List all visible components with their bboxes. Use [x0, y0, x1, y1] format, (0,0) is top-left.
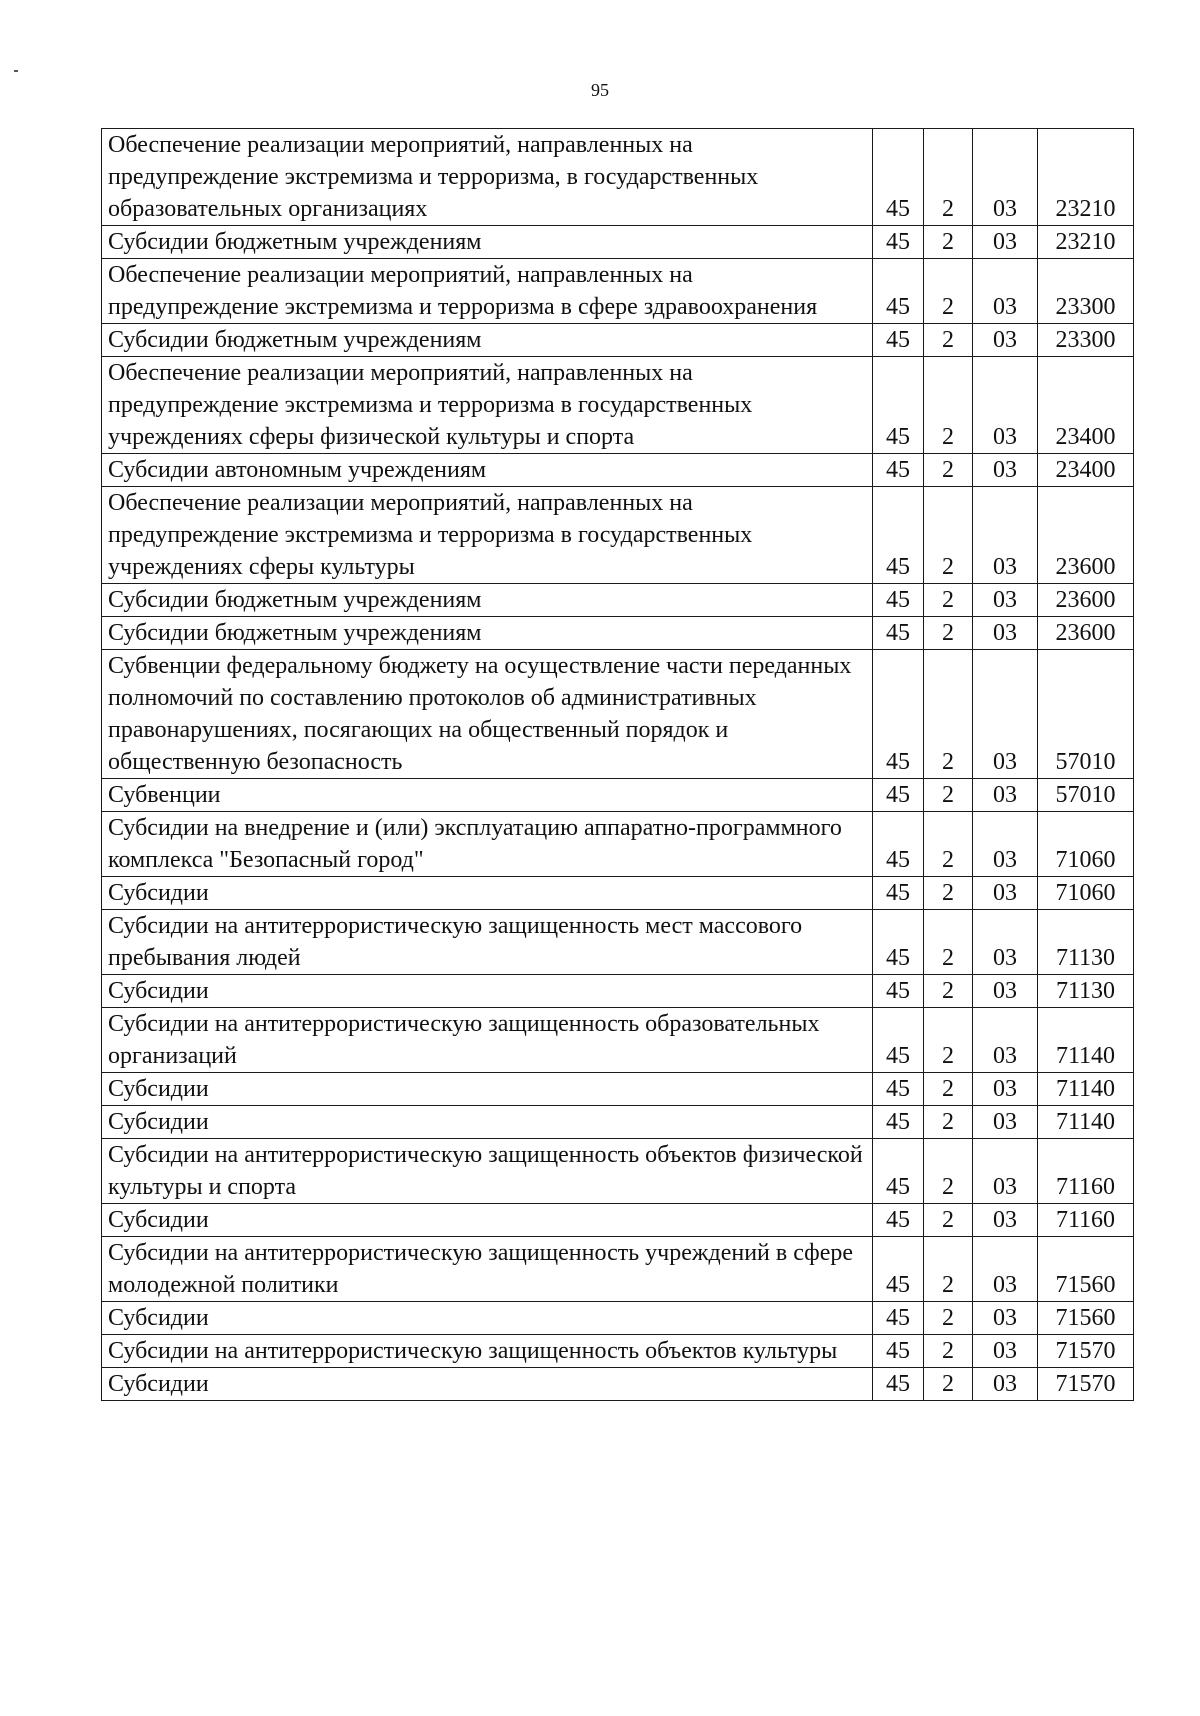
row-description: Субсидии на антитеррористическую защищенность объектов культуры — [102, 1335, 873, 1368]
code-subprogram: 03 — [973, 1073, 1038, 1106]
table-row — [102, 877, 1134, 910]
code-subprogram: 03 — [973, 1335, 1038, 1368]
table-row — [102, 1008, 1134, 1073]
code-program-type: 2 — [924, 1204, 973, 1237]
table-body — [102, 129, 1134, 1401]
code-subprogram: 03 — [973, 129, 1038, 226]
code-ministry: 45 — [873, 877, 924, 910]
code-program-type: 2 — [924, 324, 973, 357]
row-description: Субсидии на антитеррористическую защищенность учреждений в сфере молодежной политики — [102, 1237, 873, 1302]
code-ministry: 45 — [873, 1139, 924, 1204]
code-direction: 23600 — [1038, 487, 1134, 584]
code-direction: 71140 — [1038, 1073, 1134, 1106]
row-description: Субвенции федеральному бюджету на осуществление части переданных полномочий по составлению протоколов об административных правонарушениях, посягающих на общественный порядок и общественную безопасность — [102, 650, 873, 779]
code-ministry: 45 — [873, 910, 924, 975]
row-description: Субсидии — [102, 1368, 873, 1401]
code-ministry: 45 — [873, 324, 924, 357]
code-direction: 71560 — [1038, 1237, 1134, 1302]
budget-classification-table — [101, 128, 1134, 1401]
code-direction: 23210 — [1038, 226, 1134, 259]
code-direction: 71140 — [1038, 1008, 1134, 1073]
code-direction: 57010 — [1038, 779, 1134, 812]
code-subprogram: 03 — [973, 650, 1038, 779]
table-row — [102, 1237, 1134, 1302]
code-program-type: 2 — [924, 650, 973, 779]
code-direction: 23600 — [1038, 584, 1134, 617]
table-row — [102, 617, 1134, 650]
code-ministry: 45 — [873, 1106, 924, 1139]
code-direction: 23400 — [1038, 454, 1134, 487]
code-program-type: 2 — [924, 910, 973, 975]
code-subprogram: 03 — [973, 779, 1038, 812]
table-row — [102, 129, 1134, 226]
code-program-type: 2 — [924, 1368, 973, 1401]
row-description: Субсидии автономным учреждениям — [102, 454, 873, 487]
code-ministry: 45 — [873, 1008, 924, 1073]
table-row — [102, 226, 1134, 259]
table-row — [102, 812, 1134, 877]
code-ministry: 45 — [873, 617, 924, 650]
code-ministry: 45 — [873, 259, 924, 324]
code-subprogram: 03 — [973, 454, 1038, 487]
table-row — [102, 1204, 1134, 1237]
code-direction: 71130 — [1038, 975, 1134, 1008]
code-ministry: 45 — [873, 1302, 924, 1335]
code-ministry: 45 — [873, 975, 924, 1008]
scan-speck — [14, 70, 18, 72]
code-subprogram: 03 — [973, 877, 1038, 910]
table-row — [102, 975, 1134, 1008]
code-program-type: 2 — [924, 1302, 973, 1335]
code-direction: 71560 — [1038, 1302, 1134, 1335]
code-program-type: 2 — [924, 877, 973, 910]
code-program-type: 2 — [924, 1008, 973, 1073]
code-direction: 23300 — [1038, 324, 1134, 357]
code-program-type: 2 — [924, 1139, 973, 1204]
code-subprogram: 03 — [973, 226, 1038, 259]
code-subprogram: 03 — [973, 1139, 1038, 1204]
code-program-type: 2 — [924, 1237, 973, 1302]
code-subprogram: 03 — [973, 1204, 1038, 1237]
code-ministry: 45 — [873, 1204, 924, 1237]
table-row — [102, 454, 1134, 487]
code-subprogram: 03 — [973, 584, 1038, 617]
row-description: Субсидии — [102, 975, 873, 1008]
code-ministry: 45 — [873, 1368, 924, 1401]
code-subprogram: 03 — [973, 357, 1038, 454]
code-program-type: 2 — [924, 812, 973, 877]
table-row — [102, 1302, 1134, 1335]
code-ministry: 45 — [873, 650, 924, 779]
code-subprogram: 03 — [973, 1008, 1038, 1073]
code-program-type: 2 — [924, 357, 973, 454]
row-description: Субсидии на антитеррористическую защищенность мест массового пребывания людей — [102, 910, 873, 975]
code-subprogram: 03 — [973, 812, 1038, 877]
code-subprogram: 03 — [973, 1302, 1038, 1335]
code-subprogram: 03 — [973, 1106, 1038, 1139]
code-ministry: 45 — [873, 487, 924, 584]
row-description: Субвенции — [102, 779, 873, 812]
code-direction: 23210 — [1038, 129, 1134, 226]
code-program-type: 2 — [924, 975, 973, 1008]
code-program-type: 2 — [924, 584, 973, 617]
code-subprogram: 03 — [973, 975, 1038, 1008]
code-program-type: 2 — [924, 259, 973, 324]
code-subprogram: 03 — [973, 259, 1038, 324]
code-ministry: 45 — [873, 129, 924, 226]
code-direction: 71570 — [1038, 1368, 1134, 1401]
code-direction: 71570 — [1038, 1335, 1134, 1368]
row-description: Субсидии на антитеррористическую защищенность образовательных организаций — [102, 1008, 873, 1073]
row-description: Субсидии на внедрение и (или) эксплуатацию аппаратно-программного комплекса "Безопасный город" — [102, 812, 873, 877]
code-direction: 71060 — [1038, 877, 1134, 910]
code-ministry: 45 — [873, 1237, 924, 1302]
code-ministry: 45 — [873, 584, 924, 617]
table-row — [102, 487, 1134, 584]
code-ministry: 45 — [873, 454, 924, 487]
code-program-type: 2 — [924, 226, 973, 259]
table-row — [102, 779, 1134, 812]
table-row — [102, 1073, 1134, 1106]
code-subprogram: 03 — [973, 910, 1038, 975]
code-direction: 57010 — [1038, 650, 1134, 779]
row-description: Субсидии на антитеррористическую защищенность объектов физической культуры и спорта — [102, 1139, 873, 1204]
row-description: Субсидии — [102, 1204, 873, 1237]
row-description: Субсидии — [102, 1073, 873, 1106]
table-row — [102, 910, 1134, 975]
table-row — [102, 584, 1134, 617]
code-ministry: 45 — [873, 357, 924, 454]
code-direction: 71160 — [1038, 1139, 1134, 1204]
code-direction: 71160 — [1038, 1204, 1134, 1237]
code-program-type: 2 — [924, 454, 973, 487]
row-description: Обеспечение реализации мероприятий, направленных на предупреждение экстремизма и терроризма в государственных учреждениях сферы физической культуры и спорта — [102, 357, 873, 454]
table-row — [102, 1106, 1134, 1139]
table-row — [102, 1335, 1134, 1368]
table-row — [102, 324, 1134, 357]
code-ministry: 45 — [873, 779, 924, 812]
code-subprogram: 03 — [973, 324, 1038, 357]
code-subprogram: 03 — [973, 487, 1038, 584]
row-description: Субсидии бюджетным учреждениям — [102, 324, 873, 357]
row-description: Обеспечение реализации мероприятий, направленных на предупреждение экстремизма и терроризма в государственных учреждениях сферы культуры — [102, 487, 873, 584]
code-direction: 71130 — [1038, 910, 1134, 975]
table-row — [102, 1139, 1134, 1204]
code-program-type: 2 — [924, 1106, 973, 1139]
code-direction: 23400 — [1038, 357, 1134, 454]
code-program-type: 2 — [924, 1073, 973, 1106]
row-description: Субсидии бюджетным учреждениям — [102, 617, 873, 650]
code-ministry: 45 — [873, 1073, 924, 1106]
row-description: Субсидии бюджетным учреждениям — [102, 584, 873, 617]
row-description: Субсидии — [102, 1302, 873, 1335]
page-number: 95 — [591, 80, 609, 100]
table-row — [102, 357, 1134, 454]
code-ministry: 45 — [873, 1335, 924, 1368]
row-description: Субсидии — [102, 877, 873, 910]
table-row — [102, 650, 1134, 779]
row-description: Обеспечение реализации мероприятий, направленных на предупреждение экстремизма и терроризма, в государственных образовательных организациях — [102, 129, 873, 226]
code-program-type: 2 — [924, 779, 973, 812]
code-ministry: 45 — [873, 812, 924, 877]
code-direction: 71140 — [1038, 1106, 1134, 1139]
code-program-type: 2 — [924, 487, 973, 584]
code-subprogram: 03 — [973, 1237, 1038, 1302]
row-description: Субсидии — [102, 1106, 873, 1139]
code-subprogram: 03 — [973, 617, 1038, 650]
code-ministry: 45 — [873, 226, 924, 259]
code-direction: 23600 — [1038, 617, 1134, 650]
code-program-type: 2 — [924, 129, 973, 226]
code-direction: 23300 — [1038, 259, 1134, 324]
code-program-type: 2 — [924, 1335, 973, 1368]
code-direction: 71060 — [1038, 812, 1134, 877]
row-description: Обеспечение реализации мероприятий, направленных на предупреждение экстремизма и терроризма в сфере здравоохранения — [102, 259, 873, 324]
table-row — [102, 1368, 1134, 1401]
table-row — [102, 259, 1134, 324]
code-subprogram: 03 — [973, 1368, 1038, 1401]
code-program-type: 2 — [924, 617, 973, 650]
row-description: Субсидии бюджетным учреждениям — [102, 226, 873, 259]
